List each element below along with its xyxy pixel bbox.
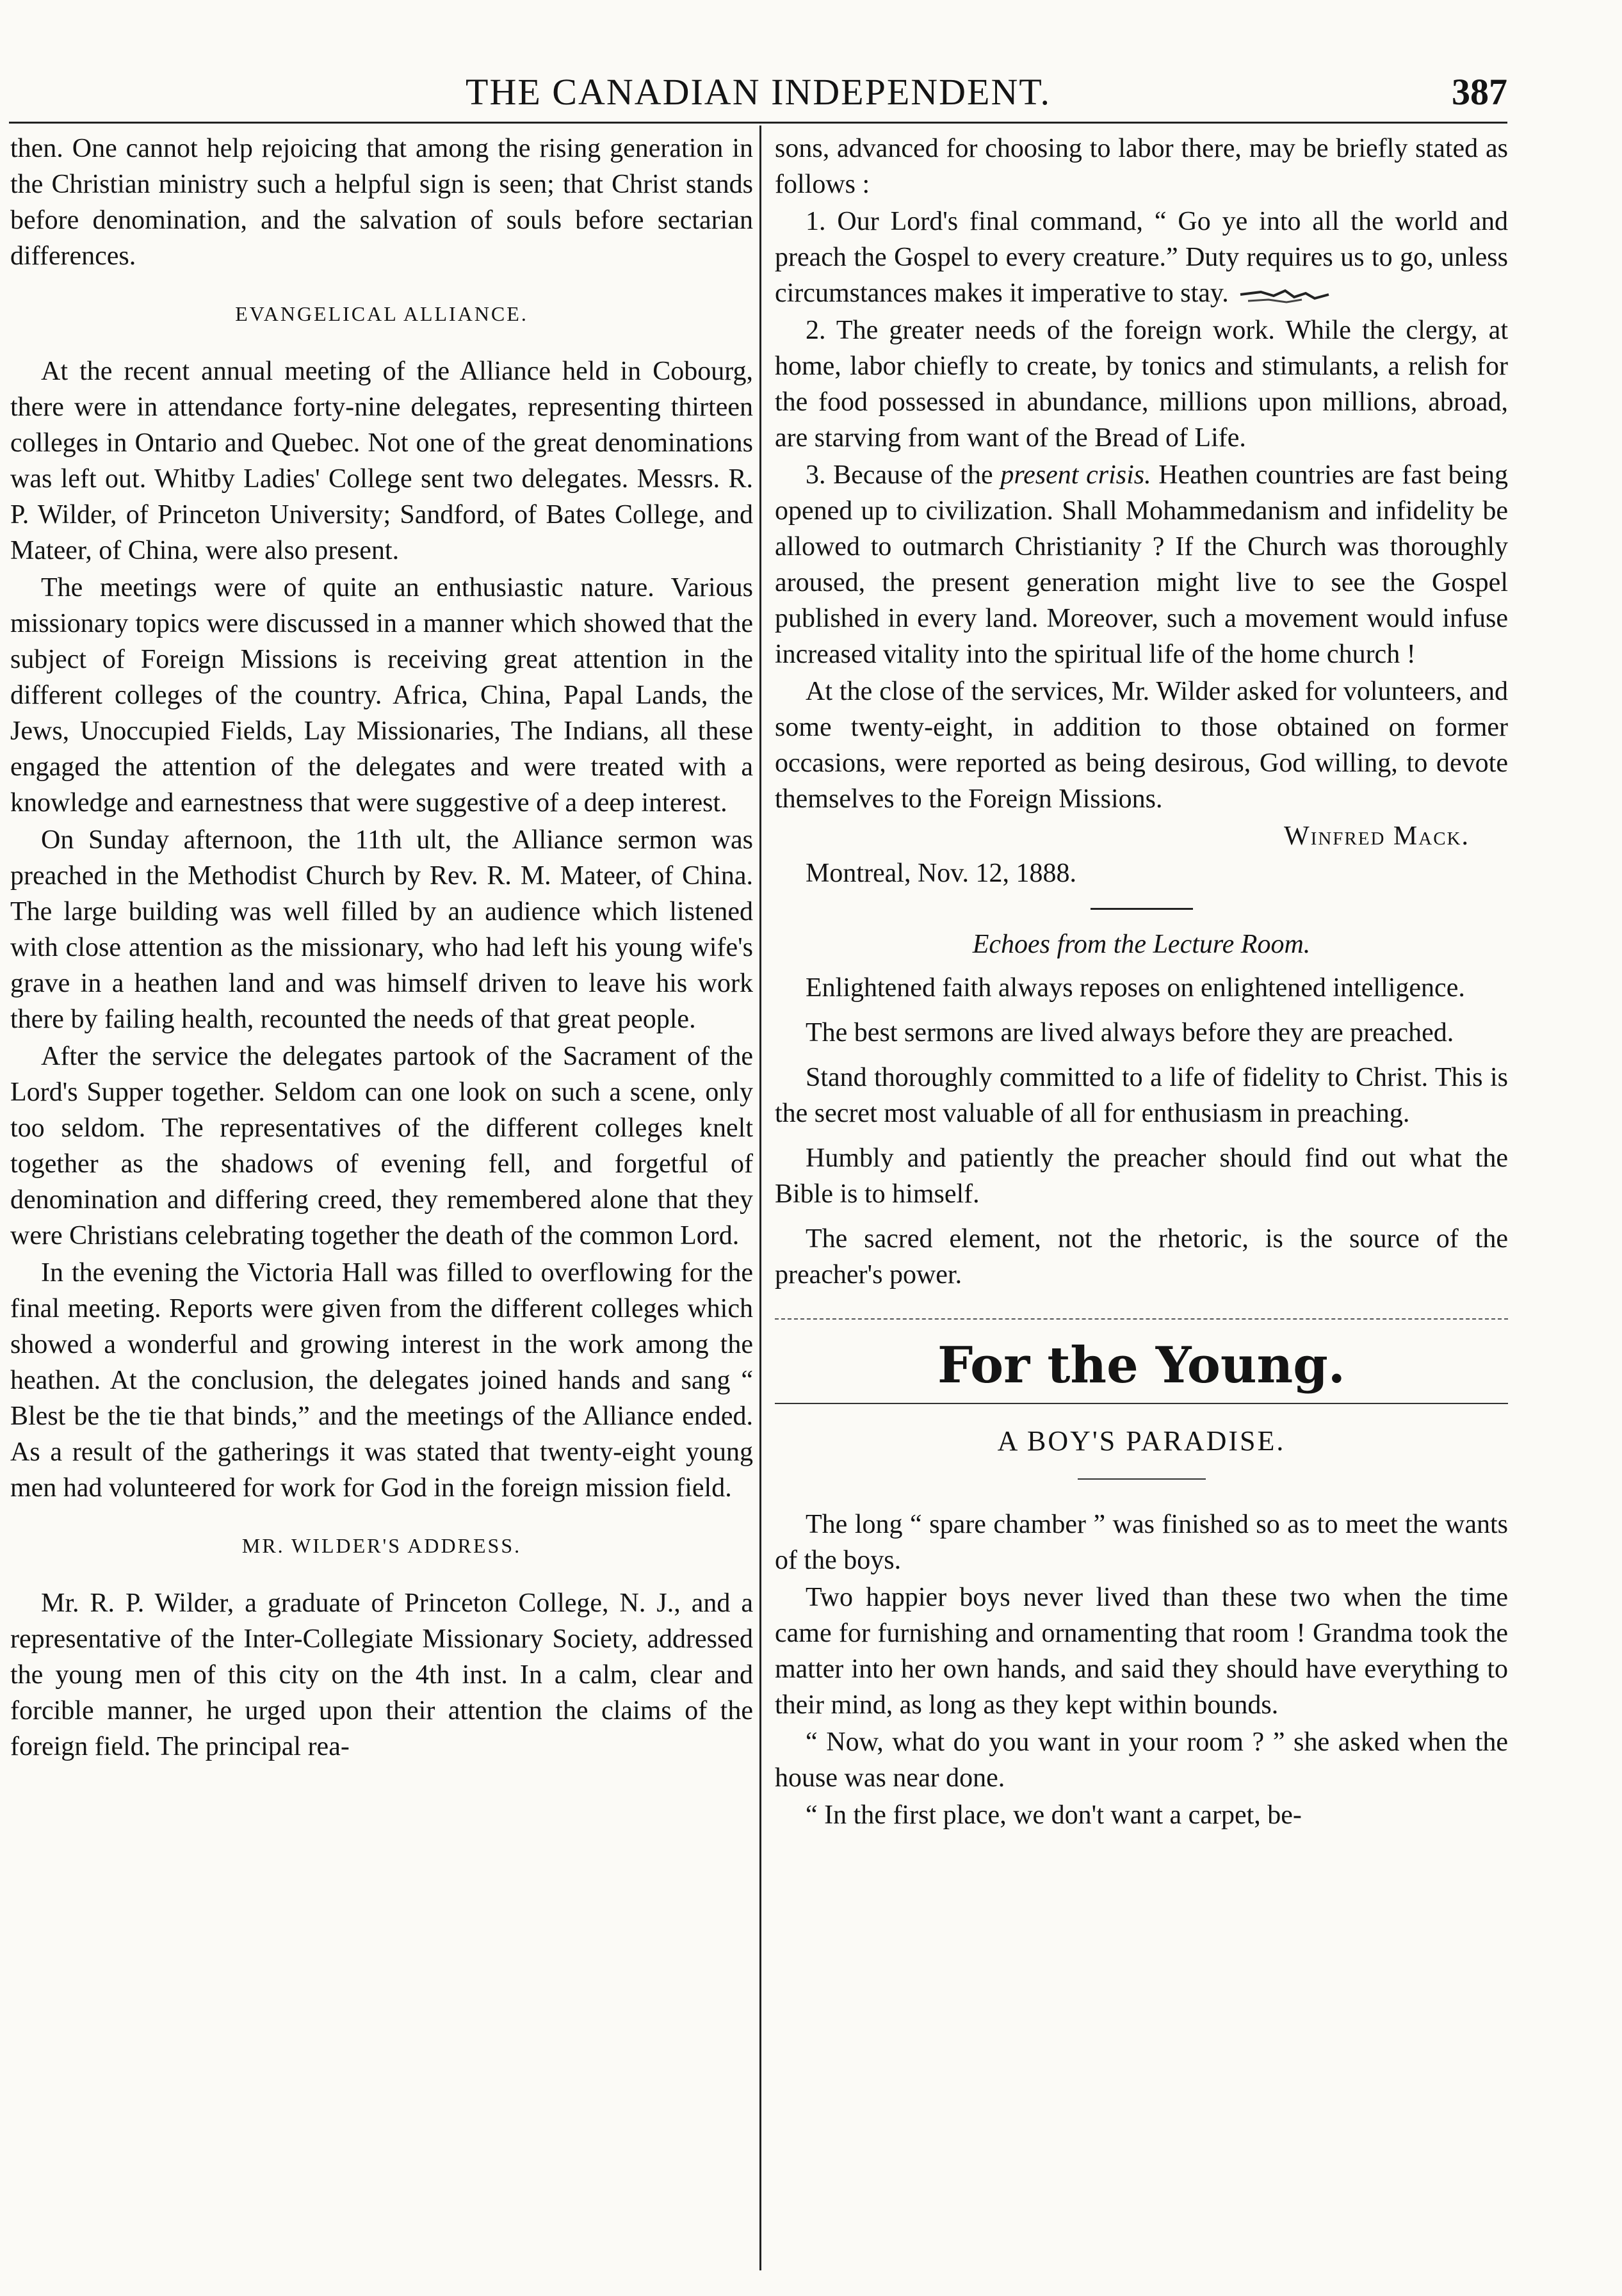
story-paragraph-1: The long “ spare chamber ” was finished so as to meet the wants of the boys. [775,1510,1508,1575]
echoes-list [775,970,1508,1293]
echo-item: Humbly and patiently the preacher should find out what the Bible is to himself. [775,1144,1508,1209]
left-column [10,131,753,1766]
alliance-paragraph-4: After the service the delegates partook of the Sacrament of the Lord's Supper together. Seldom can one look on such a scene, only too seldom. The representatives of the different colleges knelt together as the shadows of evening fell, and forgetful of denomination and differing creed, they remembered alone that they were Christians celebrating together the death of the common Lord. [10,1042,753,1250]
continued-paragraph: sons, advanced for choosing to labor there, may be briefly stated as follows : [775,134,1508,199]
heading-rule [775,1403,1508,1404]
echo-item: The best sermons are lived always before they are preached. [806,1018,1454,1047]
reason-3-rest: Heathen countries are fast being opened up to civilization. Shall Mohammedanism and infidelity be allowed to outmarch Christianity ? If the Church was thoroughly aroused, the present generation might live to see the Gospel published in every land. Moreover, such a movement would infuse increased vitality into the spiritual life of the home church ! [775,460,1508,669]
reason-3-start: 3. Because of the [806,460,1001,490]
column-divider [759,125,761,2270]
reason-2: 2. The greater needs of the foreign work. While the clergy, at home, labor chiefly to create, by tonics and stimulants, a relish for the food possessed in abundance, millions upon millions, abroad, are starving from want of the Bread of Life. [775,316,1508,453]
alliance-paragraph-2: The meetings were of quite an enthusiastic nature. Various missionary topics were discussed in a manner which showed that the subject of Foreign Missions is receiving great attention in the different colleges of the country. Africa, China, Papal Lands, the Jews, Unoccupied Fields, Lay Missionaries, The Indians, all these engaged the attention of the delegates and were treated with a knowledge and earnestness that were suggestive of a deep interest. [10,573,753,818]
section-heading-wilders-address: MR. WILDER'S ADDRESS. [241,1534,522,1557]
echo-item: The sacred element, not the rhetoric, is the source of the preacher's power. [775,1224,1508,1289]
story-paragraph-2: Two happier boys never lived than these two when the time came for furnishing and ornamenting that room ! Grandma took the matter into her own hands, and said they should have everything to their mind, as long as they kept within bounds. [775,1583,1508,1720]
author-signature: Winfred Mack. [1284,821,1470,851]
alliance-paragraph-3: On Sunday afternoon, the 11th ult, the Alliance sermon was preached in the Methodist Church by Rev. R. M. Mateer, of China. The large building was well filled by an audience which listened with close attention as the missionary, who had left his young wife's grave in a heathen land and was himself driven to leave his work there by failing health, recounted the needs of that great people. [10,825,753,1034]
section-rule [1091,908,1193,910]
story-paragraph-4: “ In the first place, we don't want a carpet, be- [806,1800,1302,1830]
wilder-paragraph-1: Mr. R. P. Wilder, a graduate of Princeton College, N. J., and a representative of the Inter-Collegiate Missionary Society, addressed the young men of this city on the 4th inst. In a calm, clear and forcible manner, he urged upon their attention the claims of the foreign field. The principal rea- [10,1589,753,1761]
page-number: 387 [1452,71,1507,113]
reason-1-text: 1. Our Lord's final command, “ Go ye into all the world and preach the Gospel to every creature.” Duty requires us to go, unless circumstances makes it imperative to stay. [775,207,1508,308]
dashed-divider [775,1318,1508,1320]
page-header [9,70,1507,120]
intro-paragraph: then. One cannot help rejoicing that among the rising generation in the Christian ministry such a helpful sign is seen; that Christ stands before denomination, and the salvation of souls before sectarian differences. [10,134,753,271]
closing-paragraph: At the close of the services, Mr. Wilder asked for volunteers, and some twenty-eight, in addition to those obtained on former occasions, were reported as being desirous, God willing, to devote themselves to the Foreign Missions. [775,677,1508,814]
echoes-heading: Echoes from the Lecture Room. [972,930,1311,959]
story-paragraph-3: “ Now, what do you want in your room ? ” she asked when the house was near done. [775,1727,1508,1793]
reason-3-emphasis: present crisis. [1000,460,1151,490]
dateline: Montreal, Nov. 12, 1888. [806,859,1077,888]
story-title: A BOY'S PARADISE. [997,1425,1286,1457]
echo-item: Stand thoroughly committed to a life of fidelity to Christ. This is the secret most valuable of all for enthusiasm in preaching. [775,1063,1508,1128]
section-heading-evangelical-alliance: EVANGELICAL ALLIANCE. [235,302,528,325]
ink-smudge-icon [1235,286,1331,305]
echo-item: Enlightened faith always reposes on enlightened intelligence. [806,973,1465,1003]
alliance-paragraph-5: In the evening the Victoria Hall was filled to overflowing for the final meeting. Reports were given from the different colleges which showed a wonderful and growing interest in the work among the heathen. At the conclusion, the delegates joined hands and sang “ Blest be the tie that binds,” and the meetings of the Alliance ended. As a result of the gatherings it was stated that twenty-eight young men had volunteered for work for God in the foreign mission field. [10,1258,753,1503]
header-rule [9,122,1507,124]
right-column [775,131,1508,1834]
alliance-paragraph-1: At the recent annual meeting of the Alliance held in Cobourg, there were in attendance forty-nine delegates, representing thirteen colleges in Ontario and Quebec. Not one of the great denominations was left out. Whitby Ladies' College sent two delegates. Messrs. R. P. Wilder, of Princeton University; Sandford, of Bates College, and Mateer, of China, were also present. [10,357,753,565]
reason-3 [775,457,1508,672]
publication-title: THE CANADIAN INDEPENDENT. [466,71,1051,113]
story-title-rule [1078,1478,1206,1480]
reason-1 [775,204,1508,311]
for-the-young-heading: For the Young. [937,1336,1345,1395]
